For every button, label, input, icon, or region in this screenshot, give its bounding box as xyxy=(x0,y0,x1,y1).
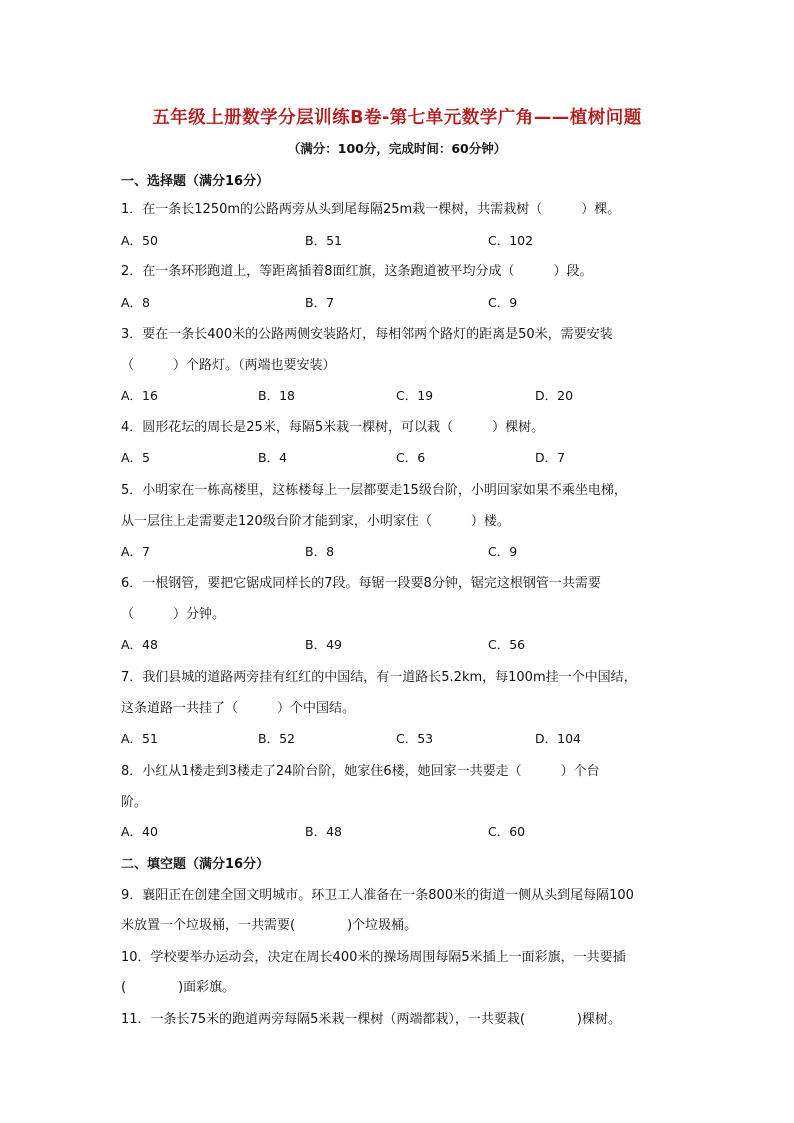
question-text: （ ）分钟。 xyxy=(121,607,226,622)
question-text: 11．一条长75米的跑道两旁每隔5米栽一棵树（两端都栽），一共要栽( )棵树。 xyxy=(121,1012,621,1027)
question-text: 这条道路一共挂了（ ）个中国结。 xyxy=(121,701,356,716)
question-text: 5．小明家在一栋高楼里，这栋楼每上一层都要走15级台阶，小明回家如果不乘坐电梯， xyxy=(121,483,627,498)
question-text: （ ）个路灯。（两端也要安装） xyxy=(121,358,336,373)
question-text: 米放置一个垃圾桶，一共需要( )个垃圾桶。 xyxy=(121,918,418,933)
answer-option[interactable]: A．8 xyxy=(121,295,151,310)
answer-option[interactable]: C．56 xyxy=(488,637,526,652)
question-text: 10．学校要举办运动会，决定在周长400米的操场周围每隔5米插上一面彩旗，一共要插 xyxy=(121,950,626,965)
question-text: 8．小红从1楼走到3楼走了24阶台阶，她家住6楼，她回家一共要走（ ）个台 xyxy=(121,764,600,779)
question-text: 7．我们县城的道路两旁挂有红红的中国结，有一道路长5.2km，每100m挂一个中国结， xyxy=(121,670,637,685)
answer-option[interactable]: C．9 xyxy=(488,544,518,559)
question-text: 从一层往上走需要走120级台阶才能到家，小明家住（ ）楼。 xyxy=(121,514,510,529)
answer-option[interactable]: B．48 xyxy=(305,824,342,839)
answer-option[interactable]: A．48 xyxy=(121,637,158,652)
answer-option[interactable]: C．9 xyxy=(488,295,518,310)
page-title: 五年级上册数学分层训练B卷-第七单元数学广角——植树问题 xyxy=(152,108,642,128)
answer-option[interactable]: D．20 xyxy=(535,388,574,403)
page-subtitle: （满分：100分，完成时间：60分钟） xyxy=(287,141,507,156)
answer-option[interactable]: A．16 xyxy=(121,388,158,403)
answer-option[interactable]: B．51 xyxy=(305,233,342,248)
question-text: 2．在一条环形跑道上，等距离插着8面红旗，这条跑道被平均分成（ ）段。 xyxy=(121,264,593,279)
answer-option[interactable]: C．60 xyxy=(488,824,526,839)
answer-option[interactable]: C．53 xyxy=(396,731,434,746)
answer-option[interactable]: C．19 xyxy=(396,388,434,403)
question-text: 9．襄阳正在创建全国文明城市。环卫工人准备在一条800米的街道一侧从头到尾每隔100 xyxy=(121,888,634,903)
answer-option[interactable]: D．104 xyxy=(535,731,581,746)
answer-option[interactable]: A．50 xyxy=(121,233,158,248)
question-text: ( )面彩旗。 xyxy=(121,980,236,995)
section-heading: 二、填空题（满分16分） xyxy=(121,857,270,872)
answer-option[interactable]: B．52 xyxy=(258,731,295,746)
answer-option[interactable]: A．5 xyxy=(121,450,151,465)
answer-option[interactable]: C．6 xyxy=(396,450,426,465)
answer-option[interactable]: B．8 xyxy=(305,544,335,559)
answer-option[interactable]: A．7 xyxy=(121,544,151,559)
answer-option[interactable]: B．49 xyxy=(305,637,342,652)
answer-option[interactable]: D．7 xyxy=(535,450,566,465)
question-text: 1．在一条长1250m的公路两旁从头到尾每隔25m栽一棵树，共需栽树（ ）棵。 xyxy=(121,202,621,217)
question-text: 阶。 xyxy=(121,795,148,810)
answer-option[interactable]: A．40 xyxy=(121,824,158,839)
question-text: 4．圆形花坛的周长是25米，每隔5米栽一棵树，可以栽（ ）棵树。 xyxy=(121,420,545,435)
answer-option[interactable]: B．18 xyxy=(258,388,295,403)
answer-option[interactable]: B．4 xyxy=(258,450,288,465)
answer-option[interactable]: C．102 xyxy=(488,233,534,248)
question-text: 3．要在一条长400米的公路两侧安装路灯，每相邻两个路灯的距离是50米，需要安装 xyxy=(121,327,613,342)
answer-option[interactable]: B．7 xyxy=(305,295,335,310)
section-heading: 一、选择题（满分16分） xyxy=(121,174,270,189)
answer-option[interactable]: A．51 xyxy=(121,731,158,746)
question-text: 6．一根钢管，要把它锯成同样长的7段。每锯一段要8分钟，锯完这根钢管一共需要 xyxy=(121,576,601,591)
